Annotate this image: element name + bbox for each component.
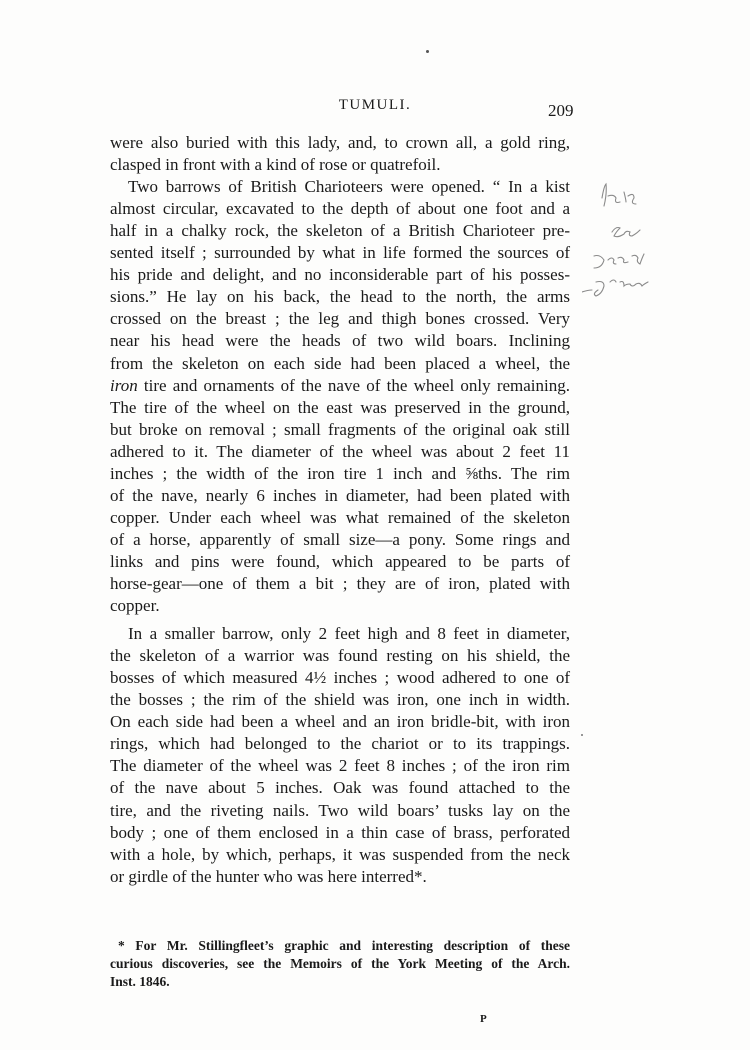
text-line: of the nave about 5 inches. Oak was found attached to the bbox=[110, 778, 570, 797]
footnote-line: * For Mr. Stillingfleet’s graphic and interesting description of these bbox=[118, 938, 570, 953]
speck-mark bbox=[581, 734, 583, 736]
text-line: adhered to it. The diameter of the wheel was about 2 feet 11 bbox=[110, 442, 570, 461]
text-line: In a smaller barrow, only 2 feet high and 8 feet in diameter, bbox=[128, 624, 570, 643]
text-line: but broke on removal ; small fragments of the original oak still bbox=[110, 420, 570, 439]
text-line: copper. Under each wheel was what remained of the skeleton bbox=[110, 508, 570, 527]
text-line: were also buried with this lady, and, to crown all, a gold ring, bbox=[110, 133, 570, 152]
footnote-line: Inst. 1846. bbox=[110, 974, 170, 989]
text-line: of the nave, nearly 6 inches in diameter, had been plated with bbox=[110, 486, 570, 505]
running-title: TUMULI. bbox=[338, 97, 412, 113]
text-line: links and pins were found, which appeared to be parts of bbox=[110, 552, 570, 571]
text-line: tire, and the riveting nails. Two wild boars’ tusks lay on the bbox=[110, 801, 570, 820]
text-line: inches ; the width of the iron tire 1 inch and ⅝ths. The rim bbox=[110, 464, 570, 483]
text-line: almost circular, excavated to the depth of about one foot and a bbox=[110, 199, 570, 218]
text-line: from the skeleton on each side had been placed a wheel, the bbox=[110, 354, 570, 373]
text-line: On each side had been a wheel and an iron bridle-bit, with iron bbox=[110, 712, 570, 731]
text-line: his pride and delight, and no inconsiderable part of his posses- bbox=[110, 265, 570, 284]
text-line: sions.” He lay on his back, the head to the north, the arms bbox=[110, 287, 570, 306]
text-line: or girdle of the hunter who was here interred*. bbox=[110, 867, 427, 886]
text-line: clasped in front with a kind of rose or quatrefoil. bbox=[110, 155, 441, 174]
text-line: The diameter of the wheel was 2 feet 8 inches ; of the iron rim bbox=[110, 756, 570, 775]
text-line: of a horse, apparently of small size—a pony. Some rings and bbox=[110, 530, 570, 549]
footnote-line: curious discoveries, see the Memoirs of the York Meeting of the Arch. bbox=[110, 956, 570, 971]
text-line: half in a chalky rock, the skeleton of a British Charioteer pre- bbox=[110, 221, 570, 240]
handwritten-marginalia bbox=[582, 178, 692, 298]
signature-mark: P bbox=[480, 1013, 487, 1025]
text-line: the bosses ; the rim of the shield was iron, one inch in width. bbox=[110, 690, 570, 709]
text-line: with a hole, by which, perhaps, it was suspended from the neck bbox=[110, 845, 570, 864]
text-line: rings, which had belonged to the chariot or to its trappings. bbox=[110, 734, 570, 753]
text-line: iron tire and ornaments of the nave of the wheel only remaining. bbox=[110, 376, 570, 395]
text-line: The tire of the wheel on the east was preserved in the ground, bbox=[110, 398, 570, 417]
speck-mark bbox=[426, 50, 429, 53]
text-line: the skeleton of a warrior was found resting on his shield, the bbox=[110, 646, 570, 665]
text-line: body ; one of them enclosed in a thin case of brass, perforated bbox=[110, 823, 570, 842]
text-line: sented itself ; surrounded by what in life formed the sources of bbox=[110, 243, 570, 262]
text-line: horse-gear—one of them a bit ; they are of iron, plated with bbox=[110, 574, 570, 593]
text-line: bosses of which measured 4½ inches ; wood adhered to one of bbox=[110, 668, 570, 687]
page-number: 209 bbox=[548, 101, 574, 120]
text-line: crossed on the breast ; the leg and thigh bones crossed. Very bbox=[110, 309, 570, 328]
text-line: near his head were the heads of two wild boars. Inclining bbox=[110, 331, 570, 350]
text-line: Two barrows of British Charioteers were opened. “ In a kist bbox=[128, 177, 570, 196]
text-line: copper. bbox=[110, 596, 160, 615]
